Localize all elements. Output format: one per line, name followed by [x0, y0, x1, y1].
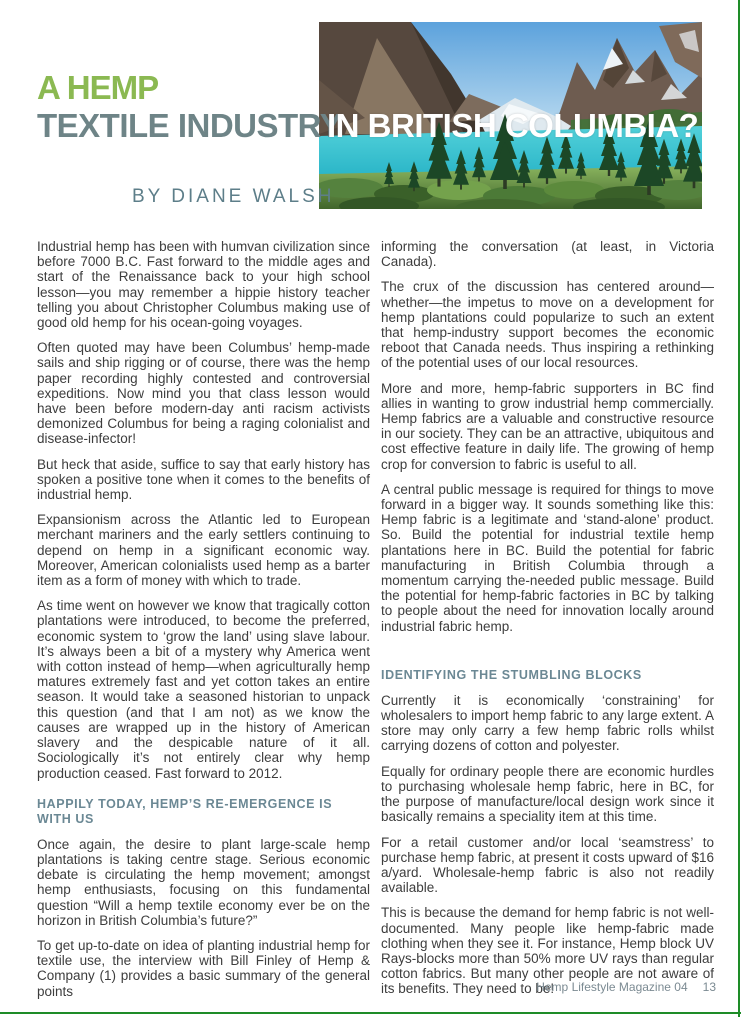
paragraph: This is because the demand for hemp fabric is not well-documented. Many people like hemp-fabric made clothing when they see it. For instance, Hemp block UV Rays-blocks more than 50% more UV rays than regular cotton fabrics. But many other people are not aware of its benefits. They need to be! — [381, 905, 714, 997]
paragraph: More and more, hemp-fabric supporters in BC find allies in wanting to grow industrial hemp commercially. Hemp fabrics are a valuable and constructive resource in our society. They can be an attractive, ubiquitous and cost effective feature in daily life. The growing of hemp crop for conversion to fabric is useful to all. — [381, 380, 714, 472]
paragraph: The crux of the discussion has centered around—whether—the impetus to move on a development for hemp plantations could popularize to such an extent that hemp-industry support becomes the economic reboot that Canada needs. Thus inspiring a rethinking of the potential uses of our local resources. — [381, 279, 714, 371]
paragraph: Equally for ordinary people there are economic hurdles to purchasing wholesale hemp fabric, here in BC, for the purpose of manufacture/local design work since it basically remains a speciality item at this time. — [381, 763, 714, 825]
paragraph: A central public message is required for things to move forward in a bigger way. It sounds something like this: Hemp fabric is a legitimate and ‘stand-alone’ product. So. Build the potential for industrial textile hemp plantations here in BC. Build the potential for fabric manufacturing in British Columbia through a momentum carrying the-needed public message. Build the potential for hemp-fabric factories in BC by talking to people about the need for innovation locally around industrial fabric hemp. — [381, 481, 714, 634]
green-border-right — [738, 0, 740, 1017]
byline: BY DIANE WALSH — [132, 186, 335, 207]
paragraph: Once again, the desire to plant large-scale hemp plantations is taking centre stage. Serious economic debate is circulating the hemp movement; amongst hemp enthusiasts, focusing on this fundamental question “Will a hemp textile economy ever be on the horizon in British Columbia’s future?” — [37, 836, 370, 928]
footer-magazine-title: Hemp Lifestyle Magazine 04 — [536, 980, 688, 994]
paragraph: But heck that aside, suffice to say that early history has spoken a positive tone when it comes to the benefits of industrial hemp. — [37, 456, 370, 503]
article-body — [37, 239, 714, 1009]
footer-page-number: 13 — [702, 980, 716, 994]
paragraph: Currently it is economically ‘constraining’ for wholesalers to import hemp fabric to any large extent. A store may only carry a few hemp fabric rolls whilst carrying dozens of cotton and polyester. — [381, 692, 714, 754]
paragraph: Often quoted may have been Columbus’ hemp-made sails and ship rigging or of course, there was the hemp paper recording highly contested and controversial expeditions. Now mind you that class lesson would have been before modern-day anti racism activists demonized Columbus for being a raging colonialist and disease-infector! — [37, 340, 370, 447]
green-border-bottom — [0, 1012, 741, 1014]
article-title-line2-slate: TEXTILE INDUSTRY — [37, 107, 342, 144]
section-heading-happily-today: HAPPILY TODAY, HEMP’S RE-EMERGENCE IS WITH US — [37, 796, 333, 826]
article-title-line1: A HEMP — [37, 69, 159, 106]
section-heading-stumbling-blocks: IDENTIFYING THE STUMBLING BLOCKS — [381, 667, 642, 682]
page-footer — [536, 980, 716, 994]
article-title-line2-white: IN BRITISH COLUMBIA? — [327, 107, 699, 144]
paragraph: For a retail customer and/or local ‘seamstress’ to purchase hemp fabric, at present it costs upward of $16 a/yard. Wholesale-hemp fabric is also not readily available. — [381, 834, 714, 896]
right-column — [381, 239, 714, 1009]
paragraph: To get up-to-date on idea of planting industrial hemp for textile use, the interview with Bill Finley of Hemp & Company (1) provides a basic summary of the general points — [37, 937, 370, 999]
paragraph: Industrial hemp has been with humvan civilization since before 7000 B.C. Fast forward to the middle ages and start of the Renaissance back to your high school lesson—you may remember a hippie history teacher telling you about Christopher Columbus making use of good old hemp for his ocean-going voyages. — [37, 239, 370, 331]
left-column — [37, 239, 370, 1009]
paragraph: As time went on however we know that tragically cotton plantations were introduced, to become the preferred, economic system to ‘grow the land’ using slave labour. It’s always been a bit of a mystery why America went with cotton instead of hemp—when agriculturally hemp matures extremely fast and yet cotton takes an entire season. It would take a seasoned historian to unpack this question (and that I am not) as we know the causes are wrapped up in the history of American slavery and the despicable nature of it all. Sociologically it’s not entirely clear why hemp production ceased. Fast forward to 2012. — [37, 598, 370, 781]
paragraph: informing the conversation (at least, in Victoria Canada). — [381, 239, 714, 270]
paragraph: Expansionism across the Atlantic led to European merchant mariners and the early settlers continuing to depend on hemp in a significant economic way. Moreover, American colonialists used hemp as a barter item as a form of money with which to trade. — [37, 512, 370, 589]
